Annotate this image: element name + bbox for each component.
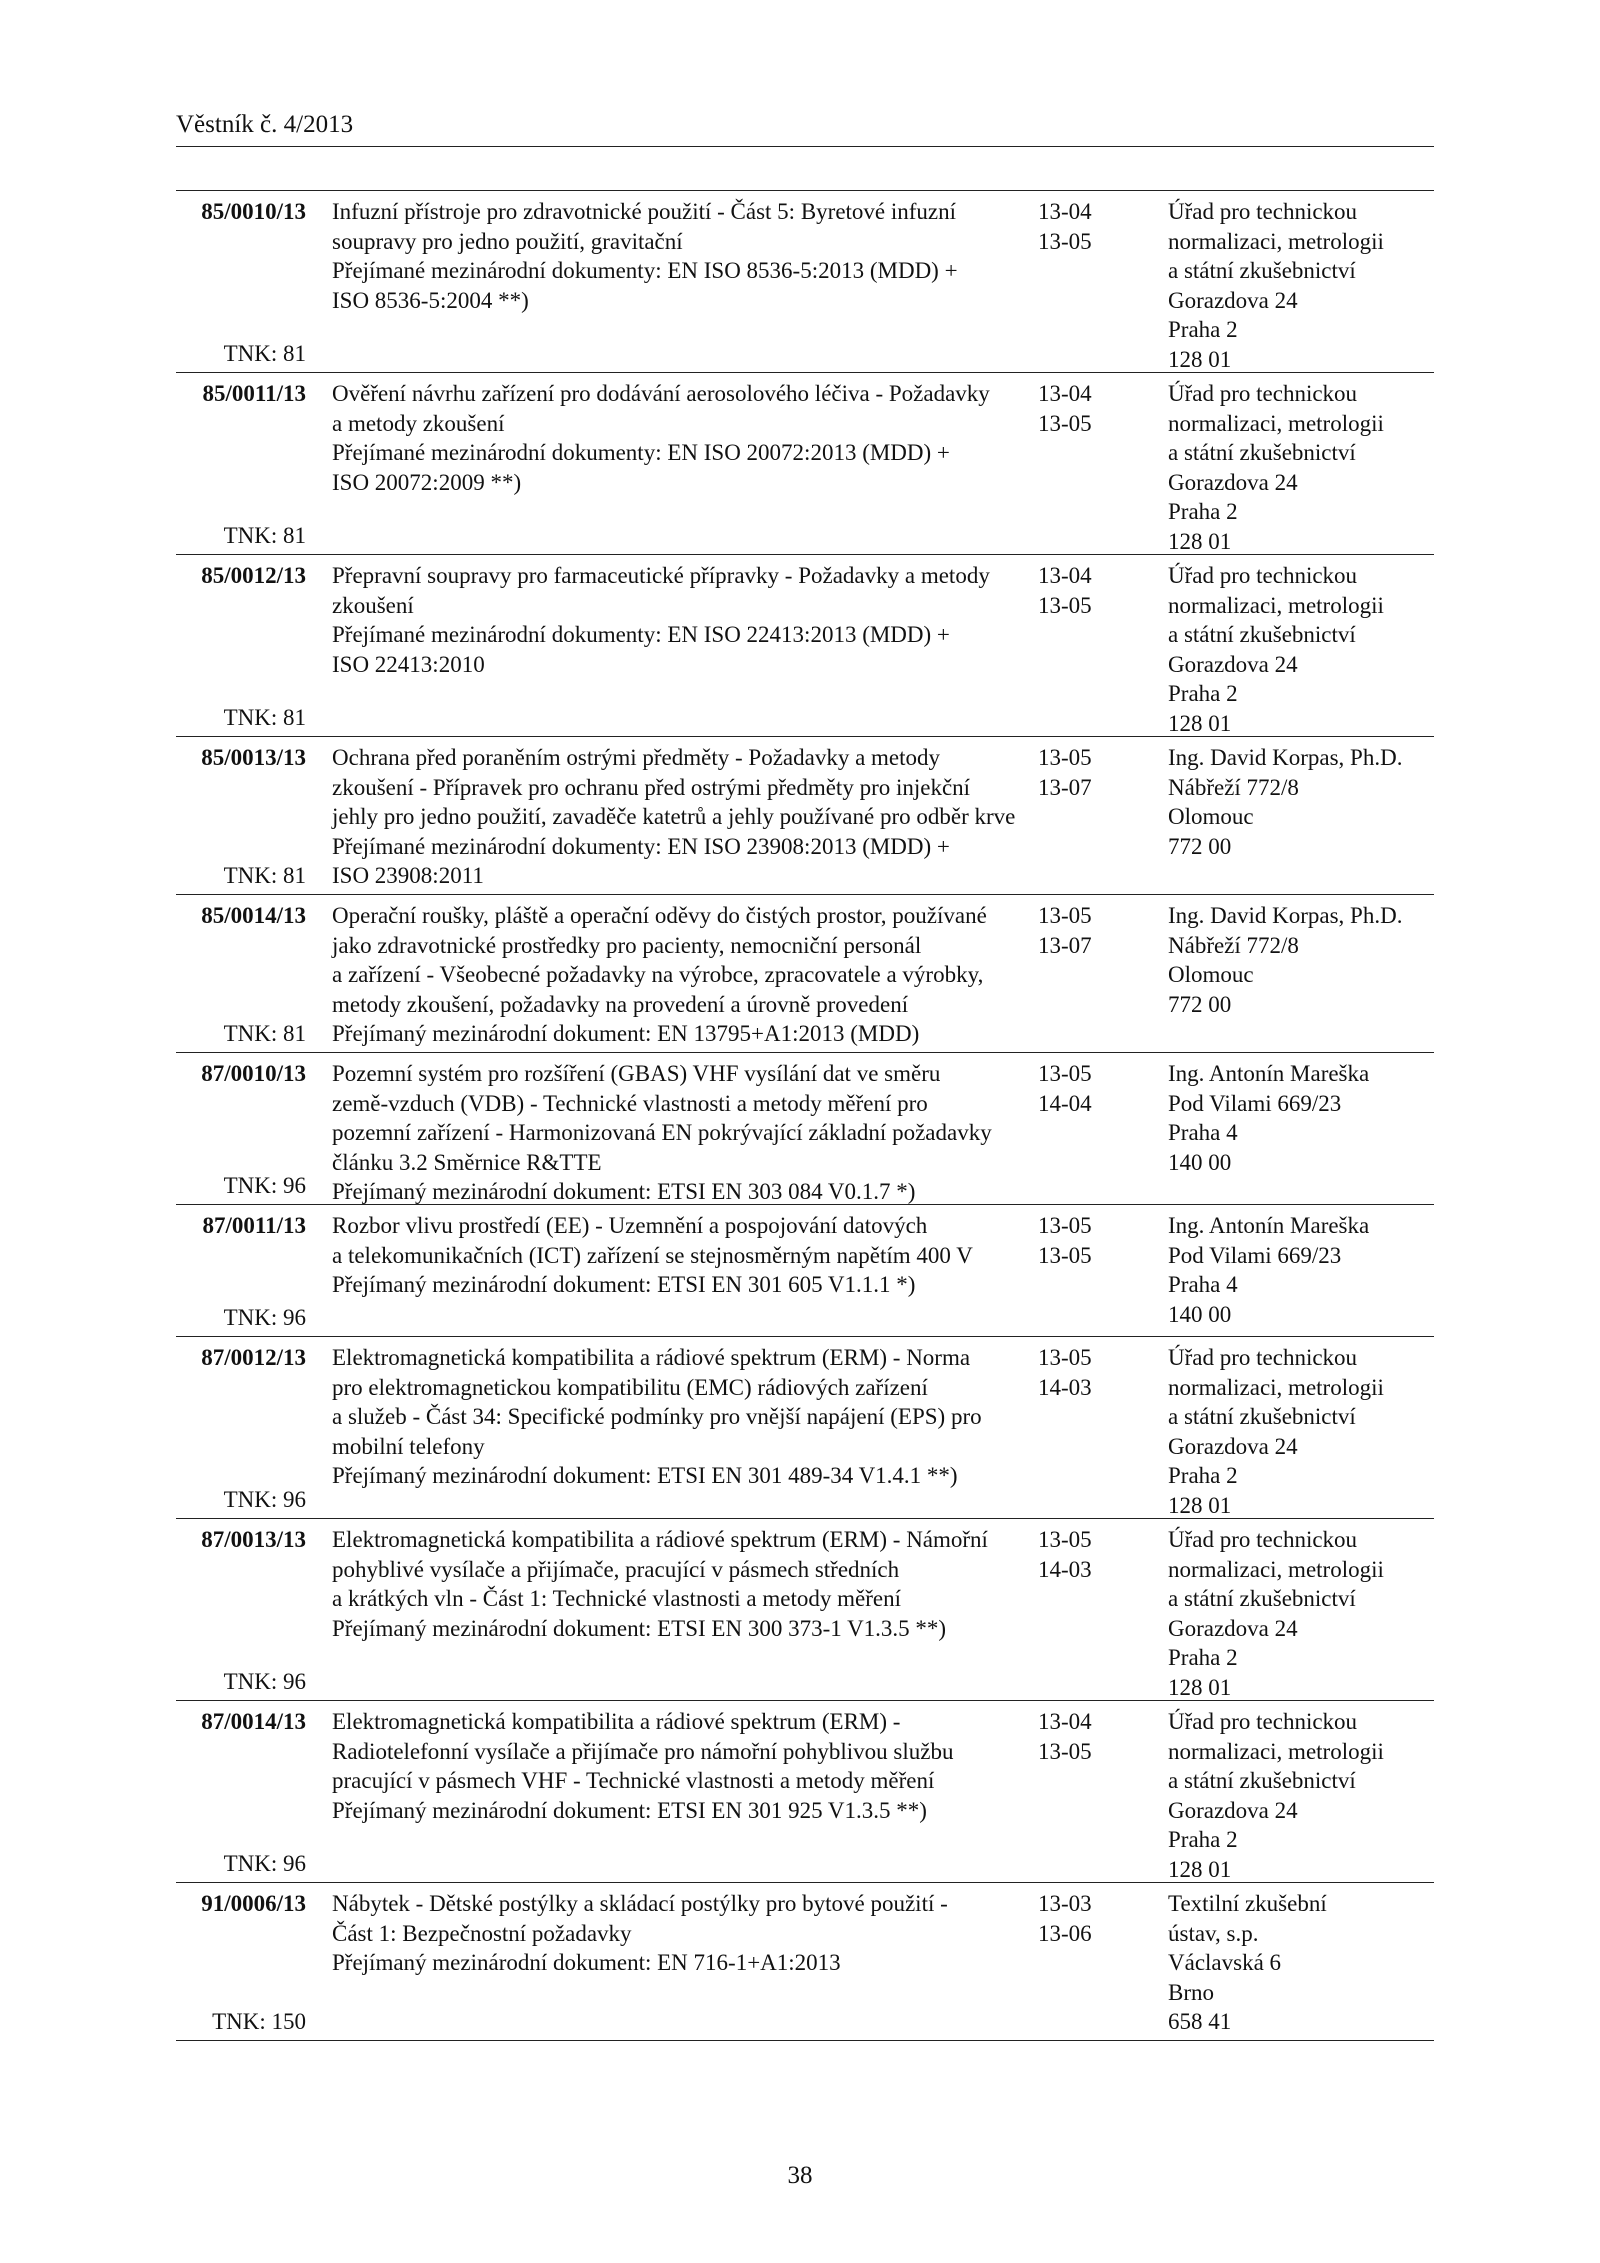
entry-id-column — [176, 901, 306, 1052]
entry-address-line: normalizaci, metrologii — [1168, 228, 1384, 254]
entry-address-line: Olomouc — [1168, 962, 1254, 987]
entry-address-line: Praha 4 — [1168, 1120, 1238, 1145]
entry-description-line: Přejímaný mezinárodní dokument: EN 13795+A1:2013 (MDD) — [332, 1021, 920, 1046]
entry-address-line: Pod Vilami 669/23 — [1168, 1242, 1342, 1268]
entry-description-line: Rozbor vlivu prostředí (EE) - Uzemnění a pospojování datových — [332, 1213, 928, 1238]
entry-description-line: soupravy pro jedno použití, gravitační — [332, 228, 683, 254]
entry-address-line: a státní zkušebnictví — [1168, 1586, 1356, 1611]
entry-address — [1146, 1889, 1434, 2040]
entry-address-line: Pod Vilami 669/23 — [1168, 1090, 1342, 1116]
standard-entry — [176, 1205, 1434, 1337]
entry-dates — [1036, 197, 1146, 372]
entry-description-line: a krátkých vln - Část 1: Technické vlastnosti a metody měření — [332, 1586, 901, 1611]
entry-id-column — [176, 1211, 306, 1336]
entry-description — [306, 561, 1036, 736]
entry-address — [1146, 379, 1434, 554]
entry-dates-line: 13-05 — [1038, 745, 1092, 770]
entry-address-line: Ing. David Korpas, Ph.D. — [1168, 903, 1403, 928]
entry-dates-line: 13-05 — [1038, 410, 1092, 436]
entry-address-line: Olomouc — [1168, 804, 1254, 829]
entry-description-line: ISO 23908:2011 — [332, 863, 484, 888]
standard-entry — [176, 895, 1434, 1053]
entry-address-line: 128 01 — [1168, 346, 1232, 372]
entry-address — [1146, 743, 1434, 894]
entry-code: 85/0013/13 — [201, 745, 306, 770]
entry-dates-line: 13-05 — [1038, 903, 1092, 928]
entry-description-line: Elektromagnetická kompatibilita a rádiové spektrum (ERM) - Námořní — [332, 1527, 988, 1552]
entry-tnk: TNK: 96 — [223, 1304, 306, 1330]
entry-id-column — [176, 743, 306, 894]
entry-dates — [1036, 743, 1146, 894]
entry-description — [306, 1059, 1036, 1204]
entry-address-line: 128 01 — [1168, 528, 1232, 554]
entry-description — [306, 1707, 1036, 1882]
entry-address — [1146, 1343, 1434, 1518]
entry-dates — [1036, 1525, 1146, 1700]
entry-description — [306, 1889, 1036, 2040]
entry-dates-line: 13-05 — [1038, 1738, 1092, 1764]
entry-id-column — [176, 1889, 306, 2040]
entry-description-line: Přejímaný mezinárodní dokument: ETSI EN 301 925 V1.3.5 **) — [332, 1797, 927, 1823]
entry-address-line: Gorazdova 24 — [1168, 1433, 1298, 1459]
entry-code: 87/0010/13 — [201, 1061, 306, 1086]
entry-description-line: Elektromagnetická kompatibilita a rádiové spektrum (ERM) - Norma — [332, 1345, 971, 1370]
entry-address-line: normalizaci, metrologii — [1168, 1556, 1384, 1582]
entry-description-line: Ochrana před poraněním ostrými předměty - Požadavky a metody — [332, 745, 941, 770]
entry-id-column — [176, 1059, 306, 1204]
entry-address — [1146, 1211, 1434, 1336]
entry-dates-line: 13-04 — [1038, 199, 1092, 224]
entry-address-line: Praha 2 — [1168, 317, 1238, 342]
entry-address-line: Nábřeží 772/8 — [1168, 932, 1299, 958]
entry-description-line: zkoušení - Přípravek pro ochranu před ostrými předměty pro injekční — [332, 774, 971, 800]
entry-address-line: Brno — [1168, 1979, 1214, 2005]
entry-tnk: TNK: 81 — [223, 340, 306, 366]
entry-code: 91/0006/13 — [201, 1891, 306, 1916]
entry-description-line: jako zdravotnické prostředky pro pacienty, nemocniční personál — [332, 932, 922, 958]
entry-description-line: Radiotelefonní vysílače a přijímače pro námořní pohyblivou službu — [332, 1738, 954, 1764]
entry-dates — [1036, 901, 1146, 1052]
standard-entry — [176, 1883, 1434, 2041]
entry-description-line: Přepravní soupravy pro farmaceutické přípravky - Požadavky a metody — [332, 563, 990, 588]
entry-address-line: Gorazdova 24 — [1168, 1797, 1298, 1823]
entry-code: 87/0013/13 — [201, 1527, 306, 1552]
entry-dates-line: 13-05 — [1038, 1345, 1092, 1370]
entry-address-line: 772 00 — [1168, 991, 1232, 1017]
entry-address-line: Gorazdova 24 — [1168, 1615, 1298, 1641]
entry-dates-line: 13-05 — [1038, 228, 1092, 254]
entry-address-line: Gorazdova 24 — [1168, 287, 1298, 313]
entry-description-line: Elektromagnetická kompatibilita a rádiové spektrum (ERM) - — [332, 1709, 901, 1734]
entry-description-line: jehly pro jedno použití, zavaděče katetrů a jehly používané pro odběr krve — [332, 804, 1016, 829]
entry-description-line: Přejímaný mezinárodní dokument: EN 716-1+A1:2013 — [332, 1950, 841, 1975]
entry-address-line: Úřad pro technickou — [1168, 381, 1358, 406]
entry-code: 87/0011/13 — [202, 1213, 306, 1238]
entry-address — [1146, 561, 1434, 736]
entry-description-line: země-vzduch (VDB) - Technické vlastnosti a metody měření pro — [332, 1090, 928, 1116]
entry-description-line: Přejímaný mezinárodní dokument: ETSI EN 303 084 V0.1.7 *) — [332, 1179, 916, 1204]
entry-dates-line: 13-05 — [1038, 1061, 1092, 1086]
page-header — [176, 110, 1434, 147]
entry-address-line: Ing. Antonín Mareška — [1168, 1061, 1370, 1086]
entry-address-line: Úřad pro technickou — [1168, 563, 1358, 588]
entry-description-line: a zařízení - Všeobecné požadavky na výrobce, zpracovatele a výrobky, — [332, 962, 984, 987]
entry-address-line: normalizaci, metrologii — [1168, 592, 1384, 618]
entry-address-line: Ing. David Korpas, Ph.D. — [1168, 745, 1403, 770]
entry-description-line: Pozemní systém pro rozšíření (GBAS) VHF vysílání dat ve směru — [332, 1061, 941, 1086]
entry-address-line: Úřad pro technickou — [1168, 1345, 1358, 1370]
entry-tnk: TNK: 96 — [223, 1668, 306, 1694]
entry-tnk: TNK: 81 — [223, 1020, 306, 1046]
entry-dates — [1036, 1211, 1146, 1336]
entry-tnk: TNK: 81 — [223, 704, 306, 730]
entry-tnk: TNK: 81 — [223, 862, 306, 888]
entry-address-line: Gorazdova 24 — [1168, 651, 1298, 677]
entry-tnk: TNK: 150 — [212, 2008, 306, 2034]
entry-address-line: Praha 2 — [1168, 1645, 1238, 1670]
entry-dates — [1036, 1707, 1146, 1882]
entry-description-line: pro elektromagnetickou kompatibilitu (EMC) rádiových zařízení — [332, 1374, 928, 1400]
entry-address-line: 140 00 — [1168, 1301, 1232, 1327]
entry-description-line: Infuzní přístroje pro zdravotnické použití - Část 5: Byretové infuzní — [332, 199, 957, 224]
entry-code: 85/0012/13 — [201, 563, 306, 588]
entry-description-line: Přejímaný mezinárodní dokument: ETSI EN 300 373-1 V1.3.5 **) — [332, 1615, 947, 1641]
entry-description-line: Operační roušky, pláště a operační oděvy do čistých prostor, používané — [332, 903, 987, 928]
entry-dates-line: 14-03 — [1038, 1556, 1092, 1582]
entry-description-line: pozemní zařízení - Harmonizovaná EN pokrývající základní požadavky — [332, 1120, 992, 1145]
standard-entry — [176, 1337, 1434, 1519]
entry-address-line: a státní zkušebnictví — [1168, 1768, 1356, 1793]
entry-dates — [1036, 1343, 1146, 1518]
entry-address-line: 140 00 — [1168, 1149, 1232, 1175]
entry-description-line: Nábytek - Dětské postýlky a skládací postýlky pro bytové použití - — [332, 1891, 948, 1916]
entry-address-line: 128 01 — [1168, 1856, 1232, 1882]
entry-description-line: ISO 22413:2010 — [332, 651, 485, 677]
entry-tnk: TNK: 81 — [223, 522, 306, 548]
entry-description-line: článku 3.2 Směrnice R&TTE — [332, 1149, 602, 1175]
entry-dates — [1036, 561, 1146, 736]
entry-dates-line: 13-07 — [1038, 932, 1092, 958]
entry-description-line: Část 1: Bezpečnostní požadavky — [332, 1920, 632, 1946]
entry-description-line: Přejímané mezinárodní dokumenty: EN ISO 8536-5:2013 (MDD) + — [332, 258, 958, 283]
entry-address-line: normalizaci, metrologii — [1168, 1374, 1384, 1400]
entry-address — [1146, 901, 1434, 1052]
entry-address-line: Úřad pro technickou — [1168, 199, 1358, 224]
entry-code: 87/0012/13 — [201, 1345, 306, 1370]
entry-dates-line: 13-05 — [1038, 1527, 1092, 1552]
entry-description-line: Přejímaný mezinárodní dokument: ETSI EN 301 489-34 V1.4.1 **) — [332, 1463, 958, 1488]
entry-description-line: Přejímané mezinárodní dokumenty: EN ISO 20072:2013 (MDD) + — [332, 440, 950, 465]
entry-description-line: Přejímané mezinárodní dokumenty: EN ISO 23908:2013 (MDD) + — [332, 833, 950, 859]
entry-id-column — [176, 1707, 306, 1882]
entry-address-line: a státní zkušebnictví — [1168, 1404, 1356, 1429]
standards-table — [176, 190, 1434, 2041]
entry-tnk: TNK: 96 — [223, 1172, 306, 1198]
entry-address-line: 128 01 — [1168, 1674, 1232, 1700]
entry-id-column — [176, 379, 306, 554]
entry-dates-line: 13-07 — [1038, 774, 1092, 800]
standard-entry — [176, 1519, 1434, 1701]
entry-address-line: a státní zkušebnictví — [1168, 258, 1356, 283]
entry-address-line: Ing. Antonín Mareška — [1168, 1213, 1370, 1238]
entry-code: 87/0014/13 — [201, 1709, 306, 1734]
entry-address-line: 128 01 — [1168, 1492, 1232, 1518]
journal-title: Věstník č. 4/2013 — [176, 111, 354, 138]
entry-description-line: Ověření návrhu zařízení pro dodávání aerosolového léčiva - Požadavky — [332, 381, 990, 406]
entry-address — [1146, 1059, 1434, 1204]
entry-address-line: 128 01 — [1168, 710, 1232, 736]
entry-dates-line: 13-04 — [1038, 1709, 1092, 1734]
entry-code: 85/0014/13 — [201, 903, 306, 928]
standard-entry — [176, 555, 1434, 737]
entry-address-line: Praha 2 — [1168, 1463, 1238, 1488]
entry-address-line: Úřad pro technickou — [1168, 1527, 1358, 1552]
entry-description-line: ISO 20072:2009 **) — [332, 469, 522, 495]
entry-description — [306, 1211, 1036, 1336]
entry-dates-line: 14-04 — [1038, 1090, 1092, 1116]
entry-address-line: normalizaci, metrologii — [1168, 1738, 1384, 1764]
entry-address-line: Nábřeží 772/8 — [1168, 774, 1299, 800]
entry-address-line: Textilní zkušební — [1168, 1891, 1327, 1916]
entry-description-line: metody zkoušení, požadavky na provedení a úrovně provedení — [332, 991, 909, 1017]
entry-address-line: Praha 2 — [1168, 681, 1238, 706]
entry-description — [306, 1525, 1036, 1700]
entry-description-line: ISO 8536-5:2004 **) — [332, 287, 529, 313]
entry-dates-line: 13-06 — [1038, 1920, 1092, 1946]
entry-description-line: Přejímané mezinárodní dokumenty: EN ISO 22413:2013 (MDD) + — [332, 622, 950, 647]
entry-dates-line: 13-04 — [1038, 563, 1092, 588]
entry-description-line: pohyblivé vysílače a přijímače, pracující v pásmech středních — [332, 1556, 900, 1582]
standard-entry — [176, 1701, 1434, 1883]
entry-tnk: TNK: 96 — [223, 1486, 306, 1512]
entry-code: 85/0010/13 — [201, 199, 306, 224]
entry-description — [306, 379, 1036, 554]
entry-description-line: a metody zkoušení — [332, 410, 505, 436]
entry-dates — [1036, 379, 1146, 554]
entry-description-line: zkoušení — [332, 592, 414, 618]
entry-address-line: normalizaci, metrologii — [1168, 410, 1384, 436]
entry-address-line: Praha 2 — [1168, 1827, 1238, 1852]
entry-address — [1146, 1707, 1434, 1882]
entry-dates — [1036, 1059, 1146, 1204]
entry-dates-line: 13-05 — [1038, 1242, 1092, 1268]
entry-address-line: ústav, s.p. — [1168, 1920, 1259, 1946]
standard-entry — [176, 737, 1434, 895]
standard-entry — [176, 1053, 1434, 1205]
standard-entry — [176, 191, 1434, 373]
entry-address-line: 658 41 — [1168, 2009, 1232, 2034]
standard-entry — [176, 373, 1434, 555]
entry-description-line: mobilní telefony — [332, 1433, 485, 1459]
entry-address — [1146, 1525, 1434, 1700]
entry-dates-line: 13-03 — [1038, 1891, 1092, 1916]
entry-address-line: Praha 2 — [1168, 499, 1238, 524]
entry-description — [306, 743, 1036, 894]
entry-address-line: Úřad pro technickou — [1168, 1709, 1358, 1734]
entry-dates-line: 14-03 — [1038, 1374, 1092, 1400]
entry-address-line: Václavská 6 — [1168, 1950, 1282, 1975]
entry-description-line: pracující v pásmech VHF - Technické vlastnosti a metody měření — [332, 1768, 935, 1793]
entry-id-column — [176, 197, 306, 372]
entry-description-line: a služeb - Část 34: Specifické podmínky pro vnější napájení (EPS) pro — [332, 1404, 982, 1429]
entry-dates-line: 13-04 — [1038, 381, 1092, 406]
entry-address — [1146, 197, 1434, 372]
entry-tnk: TNK: 96 — [223, 1850, 306, 1876]
entry-id-column — [176, 1525, 306, 1700]
entry-description — [306, 1343, 1036, 1518]
entry-address-line: 772 00 — [1168, 833, 1232, 859]
entry-address-line: a státní zkušebnictví — [1168, 440, 1356, 465]
entry-id-column — [176, 561, 306, 736]
page-number: 38 — [787, 2162, 813, 2189]
entry-id-column — [176, 1343, 306, 1518]
entry-description-line: a telekomunikačních (ICT) zařízení se stejnosměrným napětím 400 V — [332, 1242, 973, 1268]
entry-address-line: Gorazdova 24 — [1168, 469, 1298, 495]
entry-dates — [1036, 1889, 1146, 2040]
entry-address-line: Praha 4 — [1168, 1272, 1238, 1297]
entry-address-line: a státní zkušebnictví — [1168, 622, 1356, 647]
entry-dates-line: 13-05 — [1038, 1213, 1092, 1238]
entry-description — [306, 197, 1036, 372]
entry-dates-line: 13-05 — [1038, 592, 1092, 618]
entry-code: 85/0011/13 — [202, 381, 306, 406]
entry-description — [306, 901, 1036, 1052]
entry-description-line: Přejímaný mezinárodní dokument: ETSI EN 301 605 V1.1.1 *) — [332, 1272, 916, 1297]
